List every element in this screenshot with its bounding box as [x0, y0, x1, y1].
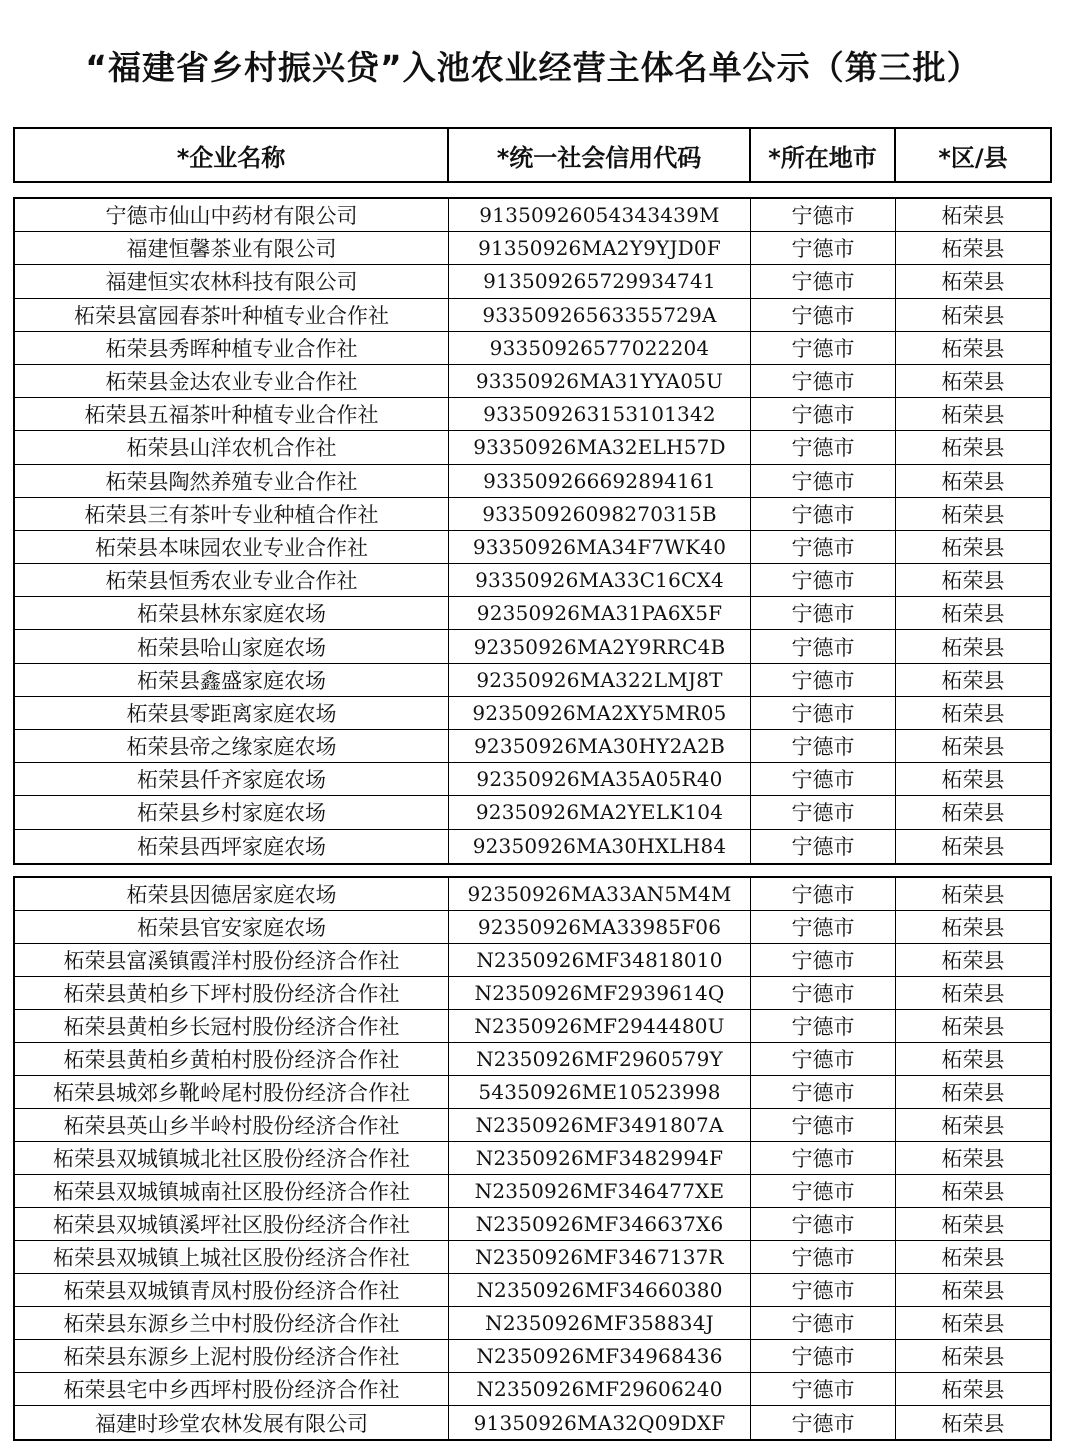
- company-name-cell: 福建时珍堂农林发展有限公司: [15, 1406, 449, 1439]
- county-cell: 柘荣县: [941, 1345, 1005, 1369]
- table-row: [15, 1406, 1050, 1439]
- company-name-cell: 柘荣县本味园农业专业合作社: [15, 531, 449, 563]
- county-cell: 柘荣县: [941, 668, 1005, 693]
- company-name-cell: 柘荣县山洋农机合作社: [15, 431, 449, 463]
- county-cell: 柘荣县: [941, 801, 1005, 826]
- credit-code-cell: N2350926MF3491807A: [449, 1109, 751, 1141]
- county-cell: 柘荣县: [941, 1048, 1005, 1072]
- city-cell: 宁德市: [751, 1307, 896, 1339]
- credit-code-cell: 92350926MA2YELK104: [449, 796, 751, 828]
- city-cell: 宁德市: [751, 1406, 896, 1439]
- city-cell: 宁德市: [751, 977, 896, 1009]
- company-name-cell: 柘荣县富园春茶叶种植专业合作社: [15, 299, 449, 331]
- table-row: [15, 1010, 1050, 1043]
- credit-code-cell: 92350926MA33985F06: [449, 911, 751, 943]
- county-cell: 柘荣县: [941, 1081, 1005, 1105]
- table-row: [15, 796, 1050, 829]
- county-cell: 柘荣县: [941, 237, 1005, 262]
- company-name-cell: 柘荣县官安家庭农场: [15, 911, 449, 943]
- header-company-name: *企业名称: [15, 129, 449, 181]
- company-name-cell: 柘荣县宅中乡西坪村股份经济合作社: [15, 1373, 449, 1405]
- table-row: [15, 365, 1050, 398]
- county-cell: 柘荣县: [941, 883, 1005, 907]
- city-cell: 宁德市: [751, 664, 896, 696]
- credit-code-cell: N2350926MF34818010: [449, 944, 751, 976]
- county-cell: 柘荣县: [941, 403, 1005, 428]
- table-row: [15, 1307, 1050, 1340]
- company-name-cell: 柘荣县东源乡兰中村股份经济合作社: [15, 1307, 449, 1339]
- county-cell: 柘荣县: [941, 982, 1005, 1006]
- credit-code-cell: N2350926MF29606240: [449, 1373, 751, 1405]
- company-name-cell: 宁德市仙山中药材有限公司: [15, 199, 449, 231]
- city-cell: 宁德市: [751, 1043, 896, 1075]
- city-cell: 宁德市: [751, 431, 896, 463]
- county-cell: 柘荣县: [941, 436, 1005, 461]
- county-cell: 柘荣县: [941, 1378, 1005, 1402]
- county-cell: 柘荣县: [941, 336, 1005, 361]
- table-row: [15, 597, 1050, 630]
- credit-code-cell: N2350926MF2960579Y: [449, 1043, 751, 1075]
- credit-code-cell: 93350926MA31YYA05U: [449, 365, 751, 397]
- company-name-cell: 柘荣县黄柏乡黄柏村股份经济合作社: [15, 1043, 449, 1075]
- city-cell: 宁德市: [751, 1142, 896, 1174]
- county-cell: 柘荣县: [941, 602, 1005, 627]
- company-name-cell: 柘荣县帝之缘家庭农场: [15, 730, 449, 762]
- table-row: [15, 564, 1050, 597]
- table-row: [15, 944, 1050, 977]
- credit-code-cell: 93350926MA34F7WK40: [449, 531, 751, 563]
- table-section-2: [13, 876, 1052, 1441]
- header-city: *所在地市: [751, 129, 896, 181]
- city-cell: 宁德市: [751, 1241, 896, 1273]
- company-name-cell: 柘荣县富溪镇霞洋村股份经济合作社: [15, 944, 449, 976]
- table-row: [15, 299, 1050, 332]
- table-row: [15, 1109, 1050, 1142]
- city-cell: 宁德市: [751, 1010, 896, 1042]
- credit-code-cell: 92350926MA2XY5MR05: [449, 697, 751, 729]
- county-cell: 柘荣县: [941, 1246, 1005, 1270]
- credit-code-cell: 92350926MA31PA6X5F: [449, 597, 751, 629]
- county-cell: 柘荣县: [941, 1180, 1005, 1204]
- company-name-cell: 柘荣县秀晖种植专业合作社: [15, 332, 449, 364]
- city-cell: 宁德市: [751, 332, 896, 364]
- credit-code-cell: N2350926MF2939614Q: [449, 977, 751, 1009]
- table-row: [15, 1043, 1050, 1076]
- company-name-cell: 福建恒实农林科技有限公司: [15, 265, 449, 297]
- company-name-cell: 柘荣县林东家庭农场: [15, 597, 449, 629]
- company-name-cell: 柘荣县英山乡半岭村股份经济合作社: [15, 1109, 449, 1141]
- credit-code-cell: 91350926MA32Q09DXF: [449, 1406, 751, 1439]
- county-cell: 柘荣县: [941, 916, 1005, 940]
- city-cell: 宁德市: [751, 365, 896, 397]
- county-cell: 柘荣县: [941, 569, 1005, 594]
- table-row: [15, 531, 1050, 564]
- city-cell: 宁德市: [751, 1076, 896, 1108]
- table-row: [15, 232, 1050, 265]
- county-cell: 柘荣县: [941, 370, 1005, 395]
- city-cell: 宁德市: [751, 630, 896, 662]
- company-name-cell: 柘荣县五福茶叶种植专业合作社: [15, 398, 449, 430]
- credit-code-cell: N2350926MF34968436: [449, 1340, 751, 1372]
- company-name-cell: 柘荣县黄柏乡长冠村股份经济合作社: [15, 1010, 449, 1042]
- company-name-cell: 柘荣县哈山家庭农场: [15, 630, 449, 662]
- table-row: [15, 1241, 1050, 1274]
- table-row: [15, 332, 1050, 365]
- table-row: [15, 1076, 1050, 1109]
- table-row: [15, 498, 1050, 531]
- city-cell: 宁德市: [751, 498, 896, 530]
- credit-code-cell: 92350926MA30HXLH84: [449, 830, 751, 863]
- county-cell: 柘荣县: [941, 502, 1005, 527]
- county-cell: 柘荣县: [941, 701, 1005, 726]
- company-name-cell: 柘荣县双城镇城北社区股份经济合作社: [15, 1142, 449, 1174]
- credit-code-cell: 93350926MA33C16CX4: [449, 564, 751, 596]
- company-name-cell: 柘荣县零距离家庭农场: [15, 697, 449, 729]
- table-row: [15, 431, 1050, 464]
- table-row: [15, 830, 1050, 863]
- credit-code-cell: 933509266692894161: [449, 465, 751, 497]
- city-cell: 宁德市: [751, 265, 896, 297]
- county-cell: 柘荣县: [941, 735, 1005, 760]
- city-cell: 宁德市: [751, 763, 896, 795]
- city-cell: 宁德市: [751, 299, 896, 331]
- credit-code-cell: N2350926MF346477XE: [449, 1175, 751, 1207]
- credit-code-cell: N2350926MF358834J: [449, 1307, 751, 1339]
- company-name-cell: 柘荣县西坪家庭农场: [15, 830, 449, 863]
- credit-code-cell: 91350926MA2Y9YJD0F: [449, 232, 751, 264]
- city-cell: 宁德市: [751, 465, 896, 497]
- company-name-cell: 柘荣县陶然养殖专业合作社: [15, 465, 449, 497]
- city-cell: 宁德市: [751, 1109, 896, 1141]
- city-cell: 宁德市: [751, 1340, 896, 1372]
- company-name-cell: 柘荣县仟齐家庭农场: [15, 763, 449, 795]
- city-cell: 宁德市: [751, 911, 896, 943]
- credit-code-cell: N2350926MF2944480U: [449, 1010, 751, 1042]
- credit-code-cell: 91350926054343439M: [449, 199, 751, 231]
- credit-code-cell: 92350926MA30HY2A2B: [449, 730, 751, 762]
- credit-code-cell: 92350926MA33AN5M4M: [449, 878, 751, 910]
- company-name-cell: 柘荣县因德居家庭农场: [15, 878, 449, 910]
- city-cell: 宁德市: [751, 1175, 896, 1207]
- city-cell: 宁德市: [751, 878, 896, 910]
- city-cell: 宁德市: [751, 232, 896, 264]
- company-name-cell: 柘荣县金达农业专业合作社: [15, 365, 449, 397]
- county-cell: 柘荣县: [941, 270, 1005, 295]
- company-name-cell: 柘荣县三有茶叶专业种植合作社: [15, 498, 449, 530]
- county-cell: 柘荣县: [941, 303, 1005, 328]
- company-name-cell: 柘荣县鑫盛家庭农场: [15, 664, 449, 696]
- table-row: [15, 199, 1050, 232]
- table-row: [15, 465, 1050, 498]
- company-name-cell: 柘荣县东源乡上泥村股份经济合作社: [15, 1340, 449, 1372]
- county-cell: 柘荣县: [941, 469, 1005, 494]
- credit-code-cell: 54350926ME10523998: [449, 1076, 751, 1108]
- county-cell: 柘荣县: [941, 1312, 1005, 1336]
- credit-code-cell: 93350926098270315B: [449, 498, 751, 530]
- county-cell: 柘荣县: [941, 949, 1005, 973]
- table-row: [15, 1274, 1050, 1307]
- table-row: [15, 1340, 1050, 1373]
- company-name-cell: 柘荣县城郊乡靴岭尾村股份经济合作社: [15, 1076, 449, 1108]
- county-cell: 柘荣县: [941, 768, 1005, 793]
- county-cell: 柘荣县: [941, 1114, 1005, 1138]
- table-row: [15, 1208, 1050, 1241]
- credit-code-cell: 92350926MA35A05R40: [449, 763, 751, 795]
- table-row: [15, 730, 1050, 763]
- credit-code-cell: N2350926MF3482994F: [449, 1142, 751, 1174]
- credit-code-cell: N2350926MF346637X6: [449, 1208, 751, 1240]
- credit-code-cell: 93350926577022204: [449, 332, 751, 364]
- company-name-cell: 福建恒馨茶业有限公司: [15, 232, 449, 264]
- city-cell: 宁德市: [751, 597, 896, 629]
- company-name-cell: 柘荣县双城镇城南社区股份经济合作社: [15, 1175, 449, 1207]
- city-cell: 宁德市: [751, 1274, 896, 1306]
- header-row: [15, 129, 1050, 181]
- county-cell: 柘荣县: [941, 835, 1005, 860]
- county-cell: 柘荣县: [941, 1015, 1005, 1039]
- company-name-cell: 柘荣县双城镇溪坪社区股份经济合作社: [15, 1208, 449, 1240]
- county-cell: 柘荣县: [941, 1213, 1005, 1237]
- table-row: [15, 878, 1050, 911]
- table-row: [15, 1142, 1050, 1175]
- county-cell: 柘荣县: [941, 1147, 1005, 1171]
- table-row: [15, 1175, 1050, 1208]
- company-name-cell: 柘荣县双城镇上城社区股份经济合作社: [15, 1241, 449, 1273]
- county-cell: 柘荣县: [941, 635, 1005, 660]
- city-cell: 宁德市: [751, 796, 896, 828]
- table-row: [15, 265, 1050, 298]
- city-cell: 宁德市: [751, 697, 896, 729]
- table-header: [13, 127, 1052, 183]
- credit-code-cell: N2350926MF3467137R: [449, 1241, 751, 1273]
- credit-code-cell: 93350926563355729A: [449, 299, 751, 331]
- company-name-cell: 柘荣县乡村家庭农场: [15, 796, 449, 828]
- table-row: [15, 1373, 1050, 1406]
- city-cell: 宁德市: [751, 1208, 896, 1240]
- credit-code-cell: N2350926MF34660380: [449, 1274, 751, 1306]
- county-cell: 柘荣县: [941, 1279, 1005, 1303]
- city-cell: 宁德市: [751, 1373, 896, 1405]
- credit-code-cell: 92350926MA2Y9RRC4B: [449, 630, 751, 662]
- table-row: [15, 977, 1050, 1010]
- city-cell: 宁德市: [751, 531, 896, 563]
- table-row: [15, 911, 1050, 944]
- company-name-cell: 柘荣县双城镇青凤村股份经济合作社: [15, 1274, 449, 1306]
- header-credit-code: *统一社会信用代码: [449, 129, 751, 181]
- company-name-cell: 柘荣县恒秀农业专业合作社: [15, 564, 449, 596]
- city-cell: 宁德市: [751, 199, 896, 231]
- credit-code-cell: 93350926MA32ELH57D: [449, 431, 751, 463]
- table-row: [15, 763, 1050, 796]
- county-cell: 柘荣县: [941, 204, 1005, 229]
- county-cell: 柘荣县: [941, 535, 1005, 560]
- city-cell: 宁德市: [751, 564, 896, 596]
- page-title: “福建省乡村振兴贷”入池农业经营主体名单公示（第三批）: [85, 48, 981, 87]
- city-cell: 宁德市: [751, 730, 896, 762]
- table-row: [15, 630, 1050, 663]
- city-cell: 宁德市: [751, 830, 896, 863]
- table-section-1: [13, 197, 1052, 865]
- city-cell: 宁德市: [751, 944, 896, 976]
- table-row: [15, 398, 1050, 431]
- credit-code-cell: 933509263153101342: [449, 398, 751, 430]
- county-cell: 柘荣县: [941, 1411, 1005, 1436]
- header-county: *区/县: [938, 143, 1008, 172]
- table-row: [15, 697, 1050, 730]
- credit-code-cell: 913509265729934741: [449, 265, 751, 297]
- credit-code-cell: 92350926MA322LMJ8T: [449, 664, 751, 696]
- city-cell: 宁德市: [751, 398, 896, 430]
- company-name-cell: 柘荣县黄柏乡下坪村股份经济合作社: [15, 977, 449, 1009]
- table-row: [15, 664, 1050, 697]
